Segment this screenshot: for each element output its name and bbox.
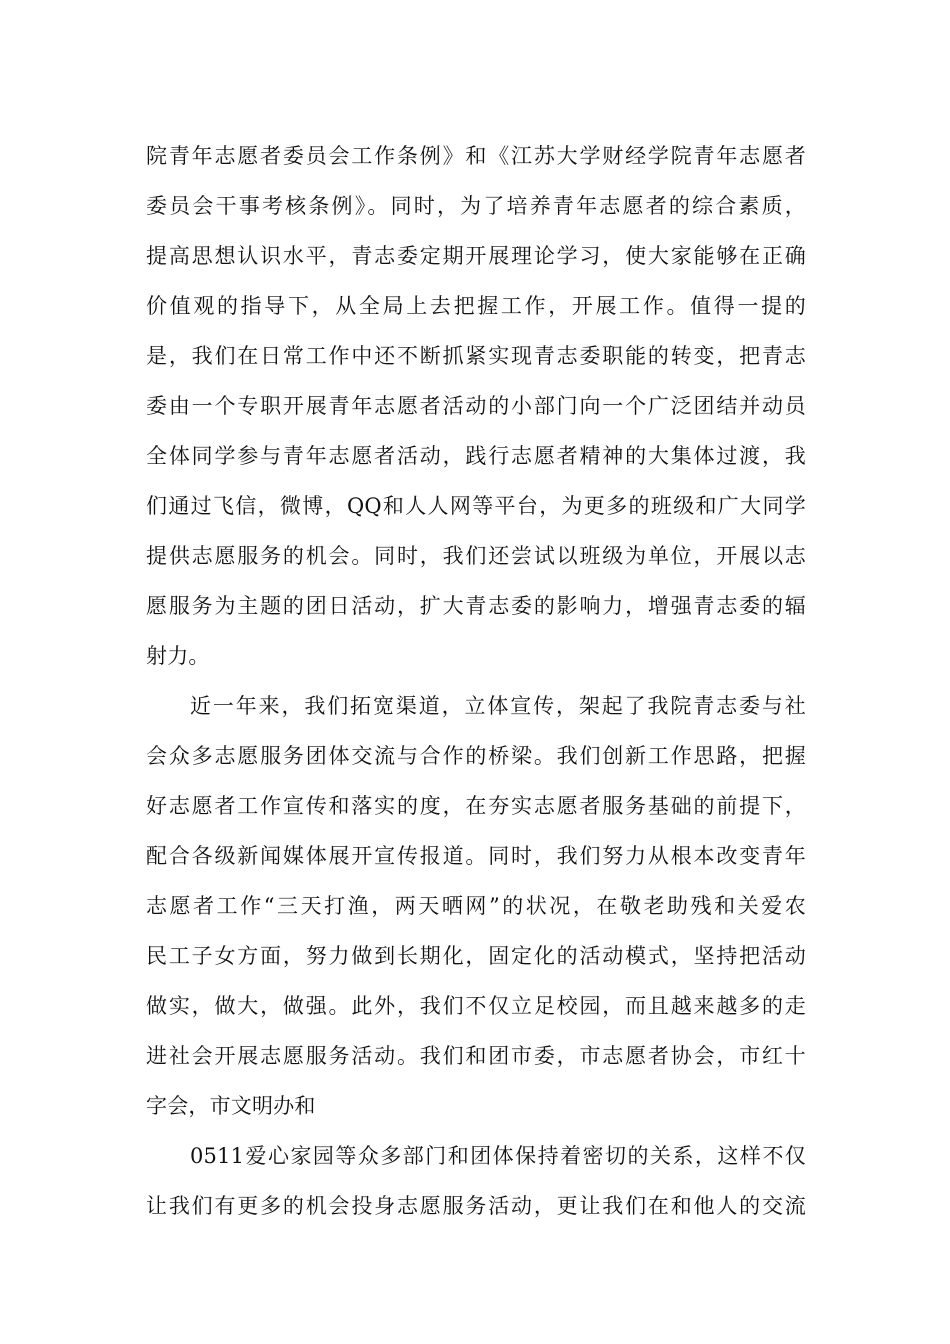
text-line: 院青年志愿者委员会工作条例》和《江苏大学财经学院青年志愿者 (146, 144, 806, 168)
text-line: 们通过飞信，微博，QQ和人人网等平台，为更多的班级和广大同学 (146, 494, 806, 518)
text-line: 全体同学参与青年志愿者活动，践行志愿者精神的大集体过渡，我 (146, 444, 806, 468)
text-line: 提供志愿服务的机会。同时，我们还尝试以班级为单位，开展以志 (146, 544, 806, 568)
text-line: 民工子女方面，努力做到长期化，固定化的活动模式，坚持把活动 (146, 944, 806, 968)
text-line: 近一年来，我们拓宽渠道，立体宣传，架起了我院青志委与社 (190, 694, 806, 718)
text-line: 价值观的指导下，从全局上去把握工作，开展工作。值得一提的 (146, 294, 806, 318)
text-line: 好志愿者工作宣传和落实的度，在夯实志愿者服务基础的前提下， (146, 794, 806, 818)
document-body (146, 131, 806, 1231)
text-line: 让我们有更多的机会投身志愿服务活动，更让我们在和他人的交流 (146, 1194, 806, 1218)
text-line: 字会，市文明办和 (146, 1094, 316, 1118)
text-line: 配合各级新闻媒体展开宣传报道。同时，我们努力从根本改变青年 (146, 844, 806, 868)
text-line: 0511爱心家园等众多部门和团体保持着密切的关系，这样不仅 (190, 1144, 806, 1168)
text-line: 提高思想认识水平，青志委定期开展理论学习，使大家能够在正确 (146, 244, 806, 268)
text-line: 射力。 (146, 644, 210, 668)
text-line: 是，我们在日常工作中还不断抓紧实现青志委职能的转变，把青志 (146, 344, 806, 368)
text-line: 会众多志愿服务团体交流与合作的桥梁。我们创新工作思路，把握 (146, 744, 806, 768)
text-line: 愿服务为主题的团日活动，扩大青志委的影响力，增强青志委的辐 (146, 594, 806, 618)
text-line: 委员会干事考核条例》。同时，为了培养青年志愿者的综合素质， (146, 194, 806, 218)
paragraph (146, 681, 806, 1131)
text-line: 志愿者工作“三天打渔，两天晒网”的状况，在敬老助残和关爱农 (146, 894, 806, 918)
paragraph (146, 1131, 806, 1231)
text-line: 做实，做大，做强。此外，我们不仅立足校园，而且越来越多的走 (146, 994, 806, 1018)
text-line: 进社会开展志愿服务活动。我们和团市委，市志愿者协会，市红十 (146, 1044, 806, 1068)
text-line: 委由一个专职开展青年志愿者活动的小部门向一个广泛团结并动员 (146, 394, 806, 418)
paragraph (146, 131, 806, 681)
